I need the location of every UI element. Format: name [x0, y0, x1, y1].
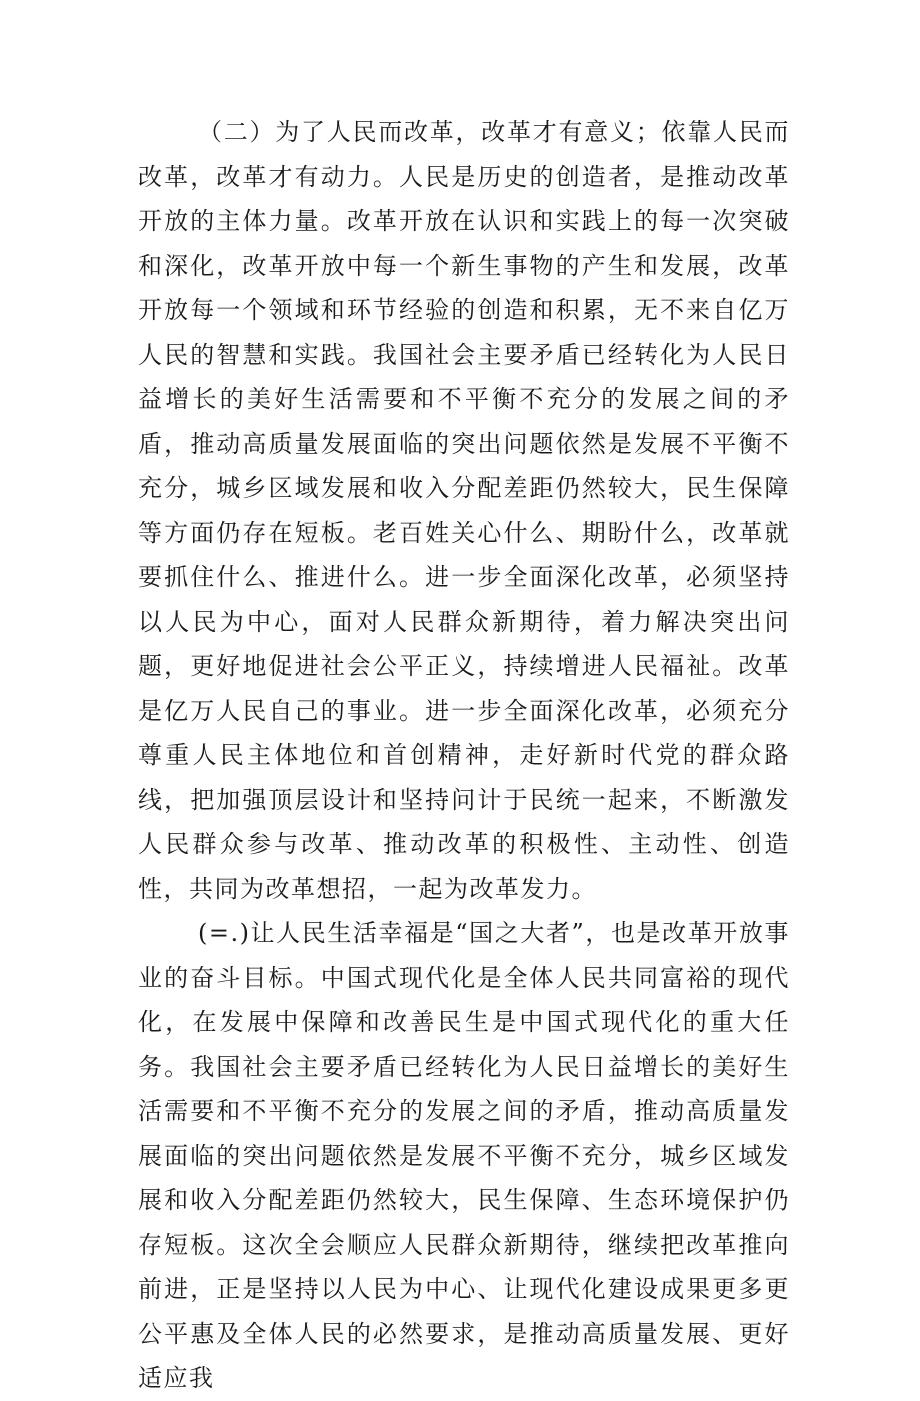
paragraph-2: (=.)让人民生活幸福是“国之大者”，也是改革开放事业的奋斗目标。中国式现代化是全体人民共同富裕的现代化，在发展中保障和改善民生是中国式现代化的重大任务。我国社会主要矛盾已经转化为人民日益增长的美好生活需要和不平衡不充分的发展之间的矛盾，推动高质量发展面临的突出问题依然是发展不平衡不充分，城乡区域发展和收入分配差距仍然较大，民生保障、生态环境保护仍存短板。这次全会顺应人民群众新期待，继续把改革推向前进，正是坚持以人民为中心、让现代化建设成果更多更公平惠及全体人民的必然要求，是推动高质量发展、更好适应我 [138, 919, 790, 1392]
paragraph-1: （二）为了人民而改革，改革才有意义；依靠人民而改革，改革才有动力。人民是历史的创造者，是推动改革开放的主体力量。改革开放在认识和实践上的每一次突破和深化，改革开放中每一个新生事物的产生和发展，改革开放每一个领域和环节经验的创造和积累，无不来自亿万人民的智慧和实践。我国社会主要矛盾已经转化为人民日益增长的美好生活需要和不平衡不充分的发展之间的矛盾，推动高质量发展面临的突出问题依然是发展不平衡不充分，城乡区域发展和收入分配差距仍然较大，民生保障等方面仍存在短板。老百姓关心什么、期盼什么，改革就要抓住什么、推进什么。进一步全面深化改革，必须坚持以人民为中心，面对人民群众新期待，着力解决突出问题，更好地促进社会公平正义，持续增进人民福祉。改革是亿万人民自己的事业。进一步全面深化改革，必须充分尊重人民主体地位和首创精神，走好新时代党的群众路线，把加强顶层设计和坚持问计于民统一起来，不断激发人民群众参与改革、推动改革的积极性、主动性、创造性，共同为改革想招，一起为改革发力。 [138, 118, 790, 903]
